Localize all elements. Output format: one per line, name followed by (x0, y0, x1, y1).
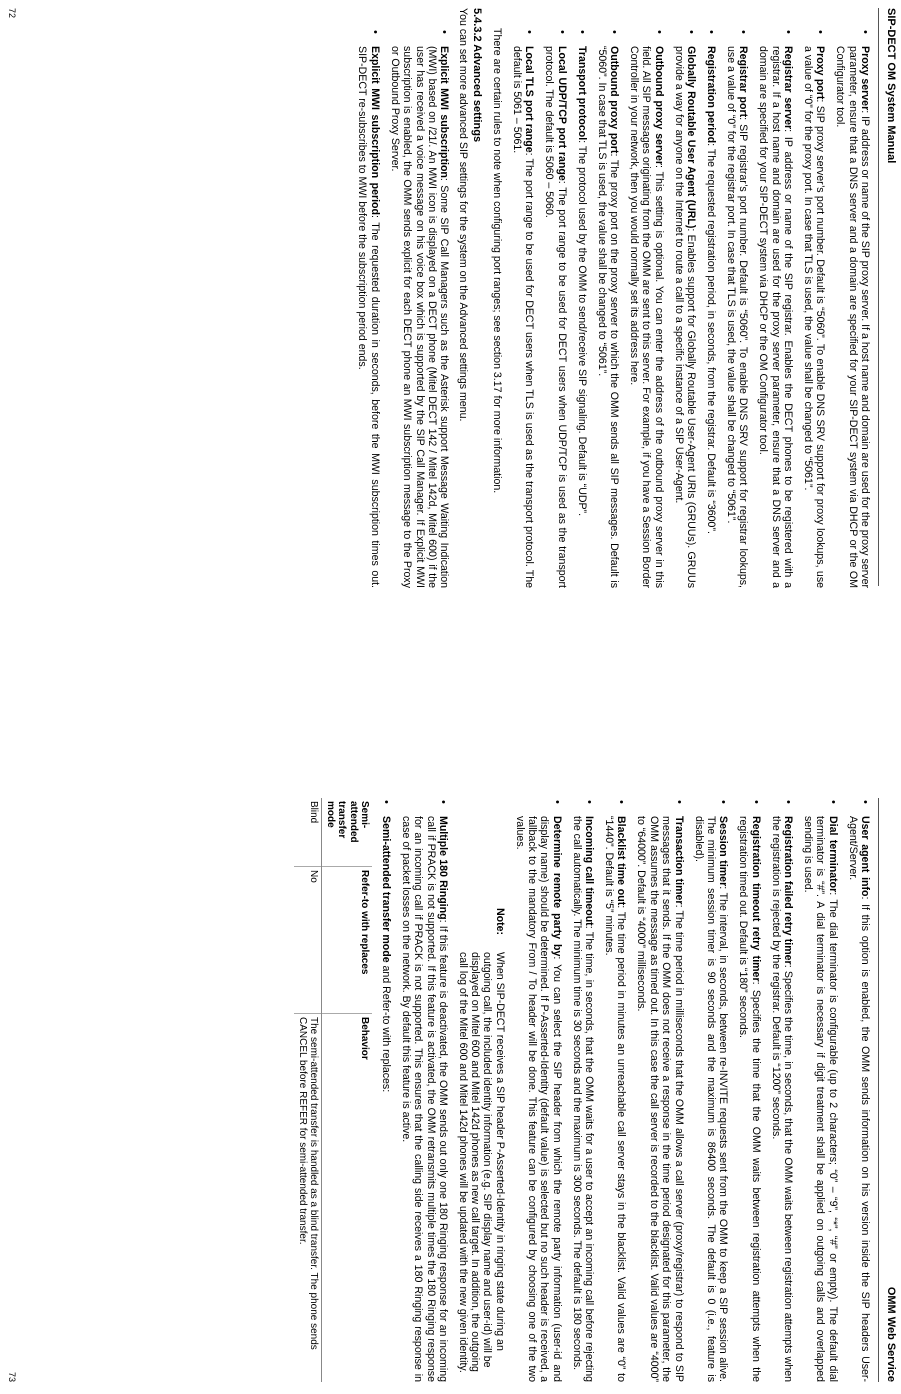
list-item (692, 798, 729, 1382)
table-cell: Blind (294, 798, 322, 867)
right-page (0, 700, 901, 1388)
list-item (628, 28, 665, 588)
transfer-mode-table (294, 798, 372, 1382)
setting-term: Registrar port (737, 46, 750, 118)
setting-term: Globally Routable User Agent (URL) (685, 46, 698, 229)
column-header: Behavior (322, 1014, 373, 1383)
setting-term: Semi-attended transfer mode (380, 816, 392, 963)
list-item (757, 28, 794, 588)
setting-term: Registrar server (781, 46, 794, 130)
list-item (635, 798, 685, 1382)
setting-description: : Some SIP Call Managers such as the Asterisk support Message Waiting Indication (MWI) based on /21/. An MWI icon is displayed on a DECT phone (Mitel DECT 142 / Mitel 142d, Mitel 600) if the user has received a voice message on his voice box which is supported by the SIP Call Manager. If Explicit MWI subscription is enabled, the OMM sends explicit for each DECT phone an MWI subscription message to the Proxy or Outbound Proxy Server. (388, 46, 451, 588)
list-item (595, 28, 620, 588)
setting-term: Explicit MWI subscription (438, 46, 451, 178)
setting-description: : Enables support for Globally Routable User-Agent URIs (GRUUs). GRUUs provide a way for anyone on the Internet to route a call to a specific instance of a SIP User-Agent. (672, 46, 698, 588)
list-item (570, 798, 595, 1382)
setting-description: : The proxy port on the proxy server to which the OMM sends all SIP messages. Default is “5060”. In case that TLS is used, the value shall be changed to “5061”. (595, 46, 620, 588)
list-item (672, 28, 697, 588)
page-number: 73 (7, 1371, 17, 1382)
list-item (846, 798, 871, 1382)
setting-term: Registration timeout retry timer (749, 816, 762, 982)
list-item (705, 28, 717, 588)
setting-term: Local UDP/TCP port range (555, 46, 568, 181)
note-block (456, 798, 506, 1382)
setting-description: : SIP proxy server’s port number. Default is “5060”. To enable DNS SRV support for proxy lookups, use a value of “0” for the proxy port. In case that TLS is used, the value shall be changed to “5061”. (801, 46, 827, 589)
setting-description: : The port range to be used for DECT users when UDP/TCP is used as the transport protocol. The default is 5060 – 5060. (543, 46, 568, 588)
setting-description: : The interval, in seconds, between re-INVITE requests sent from the OMM to keep a SIP session alive. The minimum session timer is 90 seconds and the maximum is 86400 seconds. The default is 0 (i.e., feature is disabled). (692, 816, 730, 1382)
port-range-note: There are certain rules to note when configuring port ranges; see section 3.17 for more information. (491, 28, 504, 494)
table-header-row (322, 798, 373, 1382)
list-item (400, 798, 450, 1382)
list-item (724, 28, 749, 588)
header-rule (878, 798, 879, 1382)
setting-term: Incoming call timeout (583, 816, 596, 926)
list-item (575, 28, 587, 588)
list-item (388, 28, 450, 588)
list-item (380, 798, 392, 1382)
list-item (801, 28, 826, 588)
setting-term: Multiple 180 Ringing (437, 816, 450, 920)
setting-description: : This setting is optional. You can enter the address of the outbound proxy server in this field. All SIP messages originating from the OMM are sent to this server. For example, if you have a Session Border Controller in your network, then you would normally set its address here. (627, 46, 665, 588)
setting-term: Dial terminator (826, 816, 839, 893)
setting-term: Registration period (704, 46, 717, 144)
list-item (737, 798, 762, 1382)
setting-term: User agent info (859, 816, 871, 897)
list-item (603, 798, 628, 1382)
setting-term: Session timer (717, 816, 730, 887)
setting-term: Proxy server (859, 46, 871, 111)
setting-description: : SIP registrar’s port number. Default is “5060”. To enable DNS SRV support for registrar lookups, use a value of “0” for the registrar port. In case that TLS is used, the value shall be changed to “5061”. (724, 46, 750, 588)
list-item (543, 28, 568, 588)
setting-description: : If this option is enabled, the OMM sends information on his version inside the SIP headers User-Agent/Server. (846, 816, 871, 1382)
left-page (0, 8, 901, 696)
header-rule (878, 8, 879, 586)
note-text: When SIP-DECT receives a SIP header P-Asserted-Identity in ringing state during an outgoing call, the included identity information (e.g. SIP display name and user-id) will be displayed on Mitel 600 and Mitel 142d phones as new call target. In addition, the outgoing call log of the Mitel 600 and Mitel 142d phones will be updated with the new given identity. (456, 952, 506, 1373)
setting-description: : The time period in minutes an unreachable call server stays in the blacklist. Valid values are “0” to “1440”. Default is “5” minutes. (603, 816, 628, 1383)
column-header: Semi-attended transfer mode (322, 798, 373, 867)
list-item (769, 798, 794, 1382)
setting-description: : IP address or name of the SIP registrar. Enables the DECT phones to be registered with a registrar. If a host name and domain are used for the proxy server parameter, ensure that a DNS server and a domain are specified for your SIP-DECT system via DHCP or the OM Configurator tool. (757, 46, 794, 588)
list-item (511, 28, 536, 588)
setting-description: : The dial terminator is configurable (up to 2 characters; “0” – “9”, “*”, “#” or empty). The default dial terminator is “#”. A dial terminator is necessary if digit treatment shall be applied on outgoing calls and overlapped sending is used. (801, 816, 839, 1382)
setting-term: Transport protocol (575, 46, 588, 141)
table-cell: No (294, 867, 322, 1014)
setting-description: : The time, in seconds, that the OMM waits for a user to accept an incoming call before rejecting the call automatically. The minimum time is 30 seconds and the maximum is 300 seconds. The default is 180 seconds. (570, 816, 596, 1382)
list-item (834, 28, 871, 588)
setting-term: Proxy port (814, 46, 827, 100)
setting-description: : IP address or name of the SIP proxy server. If a host name and domain are used for the proxy server parameter, ensure that a DNS server and a domain are specified for your SIP-DECT system via DHCP or the OM Configurator tool. (834, 46, 871, 588)
right-page-body (294, 798, 871, 1382)
setting-description: : The time period in milliseconds that the OMM allows a call server (proxy/registrar) to respond to SIP messages that it sends. If the OMM does not receive a response in the time period designated for this parameter, the OMM assumes the message as timed out. In this case the call server is recorded to the blacklist. Valid values are “4000” to “64000”. Default is “4000” milliseconds. (635, 816, 685, 1382)
setting-term: Registration failed retry timer (781, 816, 794, 965)
column-header: Refer-to with replaces (322, 867, 373, 1014)
setting-description: : You can select the SIP header from which the remote party information (user-id and display name) should be determined. If P-Asserted-Identity (default value) is selected but no such header is received, a fallback to the mandatory From / To header will be done. This feature can be configured by choosing one of the two values. (513, 816, 563, 1382)
setting-description: : Specifies the time that the OMM waits between registration attempts when the registration timed out. Default is “180” seconds. (737, 816, 762, 1382)
setting-description: and Refer-to with replaces: (380, 962, 392, 1093)
table-row (294, 798, 322, 1382)
setting-term: Determine remote party by (550, 816, 563, 957)
setting-description: : The requested registration period, in seconds, from the registrar. Default is “3600”. (704, 143, 717, 534)
setting-term: Blacklist time out (615, 816, 628, 906)
setting-description: : If this feature is deactivated, the OMM sends out only one 180 Ringing response for an incoming call if PRACK is not supported. If this feature is activated, the OMM retransmits multiple times the 180 Ringing response for an incoming call if PRACK is not supported. This ensures that the calling side receives a 180 Ringing response in case of packet losses on the network. By default this feature is active. (399, 816, 450, 1382)
setting-description: : The requested duration in seconds, before the MWI subscription times out. SIP-DECT re-subscribes to MWI before the subscription period ends. (356, 46, 381, 588)
list-item (356, 28, 381, 588)
left-page-body (349, 8, 872, 589)
page-number: 72 (7, 8, 17, 19)
setting-term: Outbound proxy server (652, 46, 665, 166)
running-head: OMM Web Service (885, 1286, 897, 1382)
section-heading: 5.4.3.2 Advanced settings (470, 8, 483, 143)
setting-description: : Specifies the time, in seconds, that the OMM waits between registration attempts when the registration is rejected by the registrar. Default is “1200” seconds. (769, 816, 794, 1383)
settings-list (511, 28, 871, 588)
list-item (513, 798, 563, 1382)
settings-list (513, 798, 871, 1382)
table-cell: The semi-attended transfer is handled as a blind transfer. The phone sends CANCEL before REFER for semi-attended transfer. (296, 1017, 320, 1350)
section-intro: You can set more advanced SIP settings for the system on the Advanced settings menu. (456, 8, 469, 422)
advanced-settings-list (356, 28, 450, 588)
setting-term: Outbound proxy port (608, 46, 620, 154)
running-head: SIP-DECT OM System Manual (885, 8, 897, 164)
setting-term: Local TLS port range (523, 46, 536, 153)
setting-description: : The protocol used by the OMM to send/receive SIP signaling. Default is “UDP”. (575, 140, 588, 517)
list-item (801, 798, 838, 1382)
setting-term: Explicit MWI subscription period (368, 46, 381, 215)
setting-term: Transaction timer (672, 816, 685, 905)
note-label: Note: (493, 908, 506, 936)
setting-description: : The port range to be used for DECT users when TLS is used as the transport protocol. The default is 5061 – 5061. (511, 46, 536, 588)
settings-list-continued (380, 798, 450, 1382)
